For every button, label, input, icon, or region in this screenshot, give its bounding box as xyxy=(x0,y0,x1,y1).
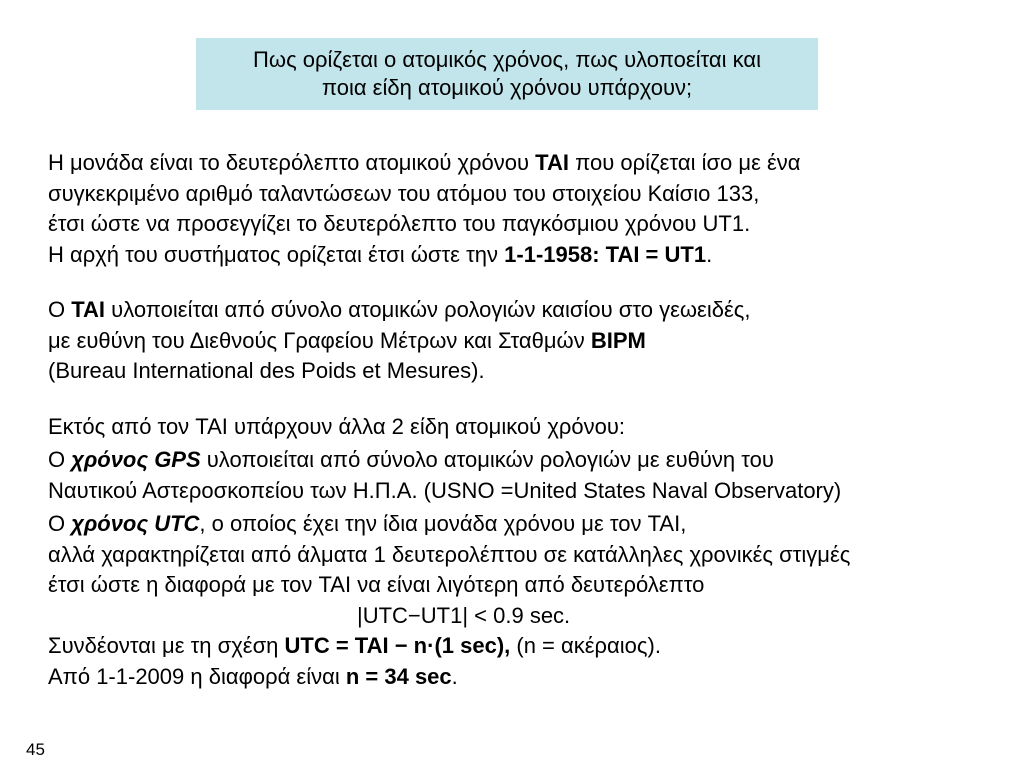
p5-line-6: Από 1-1-2009 η διαφορά είναι n = 34 sec. xyxy=(48,663,458,689)
bipm-term: BIPM xyxy=(590,327,646,353)
p2-line-1: Ο TAI υλοποιείται από σύνολο ατομικών ρολογιών καισίου στο γεωειδές, xyxy=(48,297,751,322)
utc-tai-relation: UTC = TAI − n·(1 sec), xyxy=(284,633,511,658)
p1-line-2: συγκεκριμένο αριθμό ταλαντώσεων του ατόμου του στοιχείου Καίσιο 133, xyxy=(48,180,760,206)
title-line-2: ποια είδη ατομικού χρόνου υπάρχουν; xyxy=(321,75,693,100)
p2-line-2: με ευθύνη του Διεθνούς Γραφείου Μέτρων και Σταθμών BIPM xyxy=(48,327,646,353)
p5-line-3: έτσι ώστε η διαφορά με τον TAI να είναι λιγότερη από δευτερόλεπτο xyxy=(48,572,705,597)
page-number: 45 xyxy=(26,740,45,759)
utc-ut1-inequality: |UTC−UT1| < 0.9 sec. xyxy=(357,602,571,628)
tai-term: TAI xyxy=(535,150,569,175)
utc-time-term: χρόνος UTC xyxy=(71,511,200,536)
tai-term: TAI xyxy=(71,297,106,322)
p1-line-1: Η μονάδα είναι το δευτερόλεπτο ατομικού χρόνου TAI που ορίζεται ίσο με ένα xyxy=(48,150,801,175)
leap-seconds-value: n = 34 sec xyxy=(345,663,452,689)
title-line-1: Πως ορίζεται ο ατομικός χρόνος, πως υλοποείται και xyxy=(253,47,761,72)
p2-line-3: (Bureau International des Poids et Mesures). xyxy=(48,358,485,383)
title-box xyxy=(196,38,818,110)
body-text xyxy=(48,148,1008,692)
p5-line-2: αλλά χαρακτηρίζεται από άλματα 1 δευτερολέπτου σε κατάλληλες χρονικές στιγμές xyxy=(48,541,851,567)
p4-line-2: Ναυτικού Αστεροσκοπείου των Η.Π.Α. (USNO =United States Naval Observatory) xyxy=(48,477,842,503)
p3-line-1: Εκτός από τον TAI υπάρχουν άλλα 2 είδη ατομικού χρόνου: xyxy=(48,413,625,439)
epoch-definition: 1-1-1958: TAI = UT1 xyxy=(504,241,707,267)
p5-line-5: Συνδέονται με τη σχέση UTC = TAI − n·(1 sec), (n = ακέραιος). xyxy=(48,633,661,658)
p1-line-3: έτσι ώστε να προσεγγίζει το δευτερόλεπτο του παγκόσμιου χρόνου UT1. xyxy=(48,211,751,236)
p1-line-4: Η αρχή του συστήματος ορίζεται έτσι ώστε την 1-1-1958: TAI = UT1. xyxy=(48,241,713,267)
p4-line-1: Ο χρόνος GPS υλοποιείται από σύνολο ατομικών ρολογιών με ευθύνη του xyxy=(48,447,774,472)
p5-line-1: Ο χρόνος UTC, ο οποίος έχει την ίδια μονάδα χρόνου με τον TAI, xyxy=(48,511,687,536)
gps-time-term: χρόνος GPS xyxy=(71,447,201,472)
